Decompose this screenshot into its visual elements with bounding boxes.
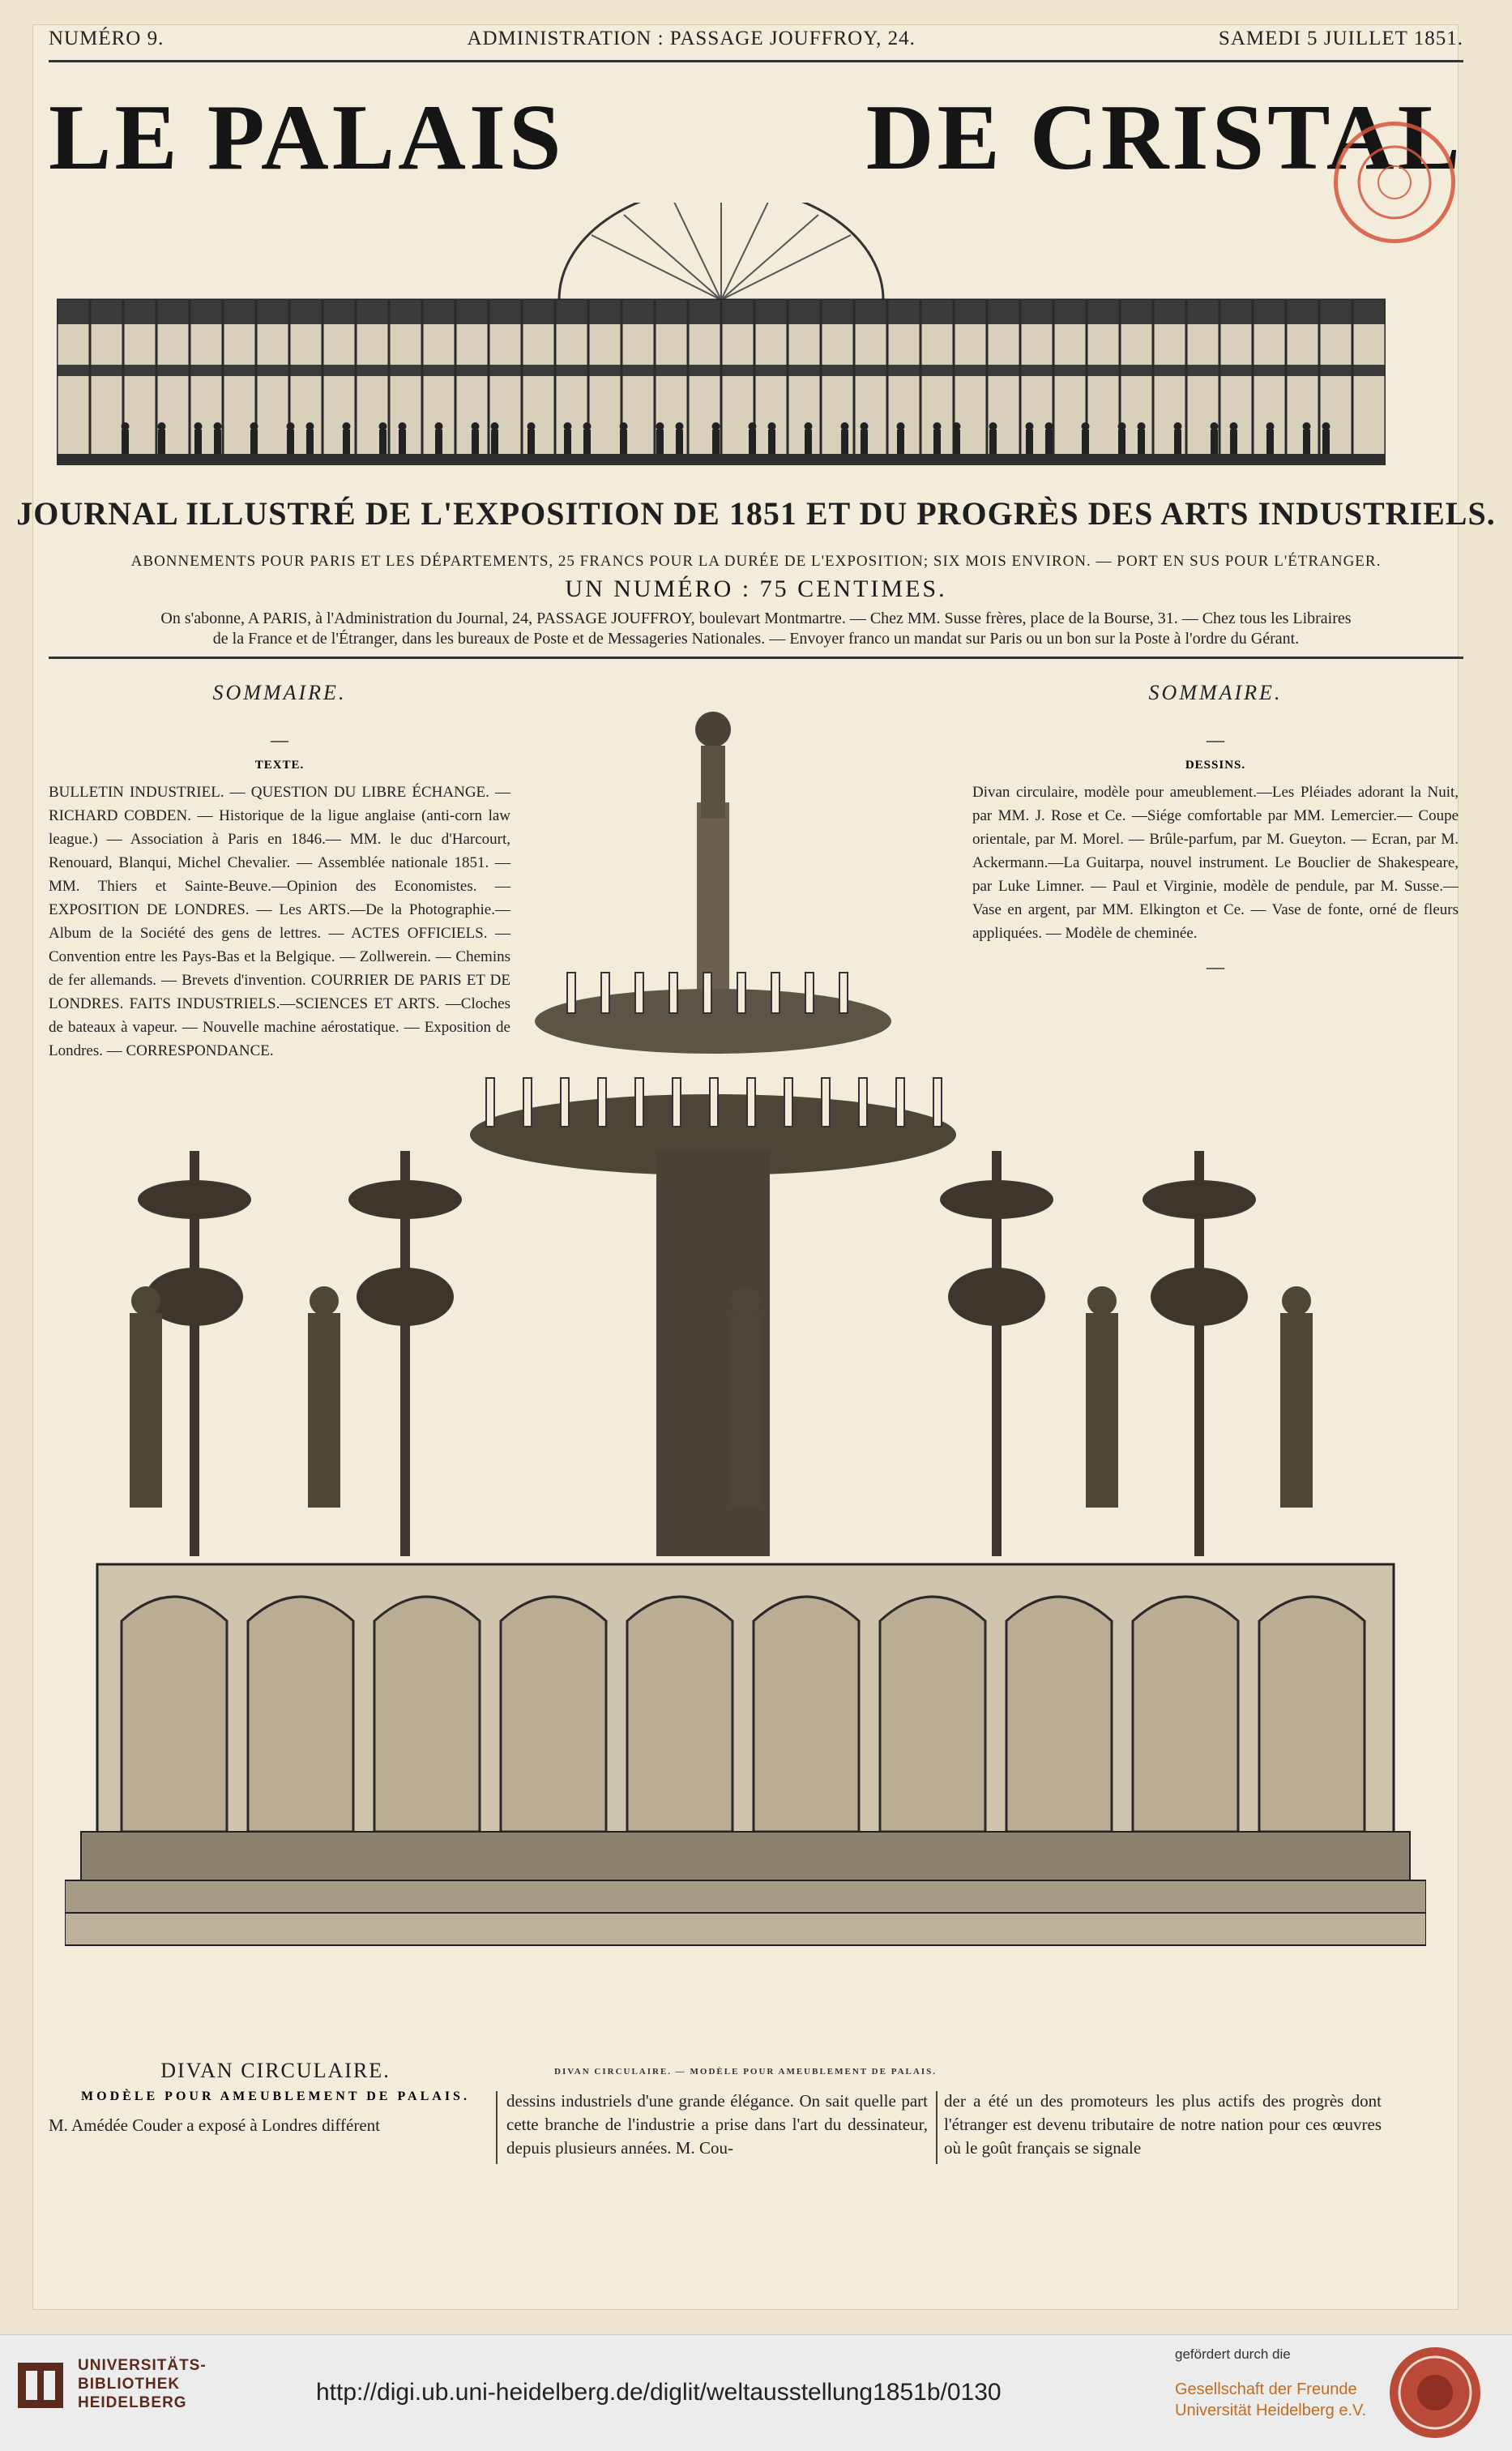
header-rule — [49, 60, 1463, 62]
visitor-head — [1138, 422, 1146, 430]
visitor-figure — [435, 430, 442, 454]
sommaire-title: SOMMAIRE. — [1148, 681, 1283, 704]
statue-head — [1087, 1286, 1117, 1315]
visitor-head — [1266, 422, 1275, 430]
masthead — [49, 85, 1463, 190]
issue-price: UN NUMÉRO : 75 CENTIMES. — [565, 575, 947, 602]
visitor-figure — [343, 430, 350, 454]
candle — [771, 973, 779, 1013]
visitor-head — [620, 422, 628, 430]
sommaire-section-texte: TEXTE. — [254, 759, 305, 772]
uni-line-2: BIBLIOTHEK — [78, 2376, 181, 2393]
divan-panel — [374, 1597, 480, 1832]
article-text-3: der a été un des promoteurs les plus actifs des progrès dont l'étranger est devenu tributaire de notre nation pour ces œuvres où le goût français se signale — [944, 2091, 1382, 2158]
visitor-figure — [491, 430, 498, 454]
digitization-footer — [0, 2334, 1512, 2451]
visitor-figure — [472, 430, 479, 454]
candle — [805, 973, 814, 1013]
sommaire-dash: — — [271, 729, 288, 750]
visitor-figure — [1211, 430, 1218, 454]
divan-panel — [501, 1597, 606, 1832]
visitor-head — [953, 422, 961, 430]
visitor-head — [676, 422, 684, 430]
visitor-figure — [583, 430, 591, 454]
visitor-figure — [1266, 430, 1274, 454]
column-divider — [936, 2091, 938, 2164]
visitor-head — [472, 422, 480, 430]
sommaire-section-dessins: DESSINS. — [1185, 759, 1246, 772]
visitor-head — [989, 422, 997, 430]
sommaire-dessins-body: Divan circulaire, modèle pour ameublement.—Les Pléiades adorant la Nuit, par MM. J. Rose et Ce. —Siége comfortable par MM. Lemercier.— Coupe orientale, par M. Morel. — Brûle-parfum, par M. Gueyton. — Ecran, par M. Ackermann.—La Guitarpa, nouvel instrument. Le Bouclier de Shakespeare, par Luke Limner. — Paul et Virginie, modèle de pendule, par M. Susse.—Vase en argent, par MM. Elkington et Ce. — Vase de fonte, orné de fleurs appliquées. — Modèle de cheminée. — [972, 784, 1459, 942]
university-library-logo — [15, 2359, 66, 2411]
visitor-head — [749, 422, 757, 430]
visitor-head — [933, 422, 942, 430]
visitor-head — [527, 422, 536, 430]
visitor-head — [656, 422, 664, 430]
visitor-figure — [656, 430, 664, 454]
candle — [486, 1078, 494, 1127]
university-library-name — [78, 2356, 207, 2412]
funder-line-1: Gesellschaft der Freunde — [1175, 2380, 1357, 2398]
candle — [703, 973, 711, 1013]
funded-by-label: gefördert durch die — [1175, 2346, 1291, 2362]
candle — [635, 1078, 643, 1127]
visitor-figure — [1230, 430, 1237, 454]
candle — [598, 1078, 606, 1127]
candelabrum-branch — [1143, 1180, 1256, 1219]
funder-line-2: Universität Heidelberg e.V. — [1175, 2402, 1367, 2419]
visitor-figure — [379, 430, 387, 454]
visitor-figure — [953, 430, 960, 454]
visitor-head — [306, 422, 314, 430]
visitor-head — [1211, 422, 1219, 430]
visitor-head — [768, 422, 776, 430]
candle — [561, 1078, 569, 1127]
visitor-figure — [989, 430, 997, 454]
issue-date: SAMEDI 5 JUILLET 1851. — [1218, 28, 1463, 49]
divan-panel — [1259, 1597, 1365, 1832]
visitor-figure — [287, 430, 294, 454]
funder-name — [1175, 2379, 1366, 2421]
section-rule — [49, 657, 1463, 659]
visitor-head — [1230, 422, 1238, 430]
visitor-figure — [805, 430, 812, 454]
statue-body — [729, 1313, 762, 1508]
visitor-head — [583, 422, 592, 430]
visitor-figure — [564, 430, 571, 454]
flower-basket — [1151, 1268, 1248, 1326]
visitor-figure — [1118, 430, 1125, 454]
visitor-head — [805, 422, 813, 430]
visitor-head — [399, 422, 407, 430]
candle — [601, 973, 609, 1013]
visitor-figure — [1303, 430, 1310, 454]
visitor-figure — [194, 430, 202, 454]
visitor-head — [194, 422, 203, 430]
header-line — [49, 23, 1463, 55]
candelabrum-branch — [138, 1180, 251, 1219]
article-text-1: M. Amédée Couder a exposé à Londres différent — [49, 2115, 380, 2135]
candle — [896, 1078, 904, 1127]
visitor-figure — [1045, 430, 1053, 454]
candle — [673, 1078, 681, 1127]
article-subtitle: MODÈLE POUR AMEUBLEMENT DE PALAIS. — [81, 2090, 470, 2103]
masthead-right: DE CRISTAL — [865, 85, 1463, 190]
visitor-head — [841, 422, 849, 430]
candle — [933, 1078, 942, 1127]
candle — [859, 1078, 867, 1127]
candle — [523, 1078, 532, 1127]
statue-head — [131, 1286, 160, 1315]
visitor-head — [897, 422, 905, 430]
visitor-figure — [1174, 430, 1181, 454]
visitor-head — [379, 422, 387, 430]
subscription-info-2: de la France et de l'Étranger, dans les bureaux de Poste et de Messageries Nationales. — Envoyer franco un mandat sur Paris ou un bon sur la Poste à l'ordre du Gérant. — [212, 630, 1300, 648]
visitor-figure — [861, 430, 868, 454]
visitor-figure — [933, 430, 941, 454]
visitor-figure — [749, 430, 756, 454]
candle — [710, 1078, 718, 1127]
visitor-head — [1174, 422, 1182, 430]
visitor-head — [1082, 422, 1090, 430]
administration-address: ADMINISTRATION : PASSAGE JOUFFROY, 24. — [467, 28, 916, 49]
masthead-left: LE PALAIS — [49, 85, 565, 190]
visitor-head — [564, 422, 572, 430]
visitor-figure — [306, 430, 314, 454]
divan-panel — [1133, 1597, 1238, 1832]
visitor-figure — [676, 430, 683, 454]
visitor-head — [435, 422, 443, 430]
candle — [822, 1078, 830, 1127]
visitor-figure — [527, 430, 535, 454]
visitor-figure — [841, 430, 848, 454]
visitor-head — [1045, 422, 1053, 430]
statue-body — [308, 1313, 340, 1508]
divan-panel — [1006, 1597, 1112, 1832]
flower-basket — [357, 1268, 454, 1326]
issue-number: NUMÉRO 9. — [49, 28, 164, 49]
divan-panel — [754, 1597, 859, 1832]
candelabrum-branch — [348, 1180, 462, 1219]
visitor-head — [1303, 422, 1311, 430]
article-column-1 — [49, 2059, 502, 2136]
sommaire-texte-body: BULLETIN INDUSTRIEL. — QUESTION DU LIBRE ÉCHANGE. — RICHARD COBDEN. — Historique de la ligue anglaise (anti-corn law league.) — Association à Paris en 1846.— MM. le duc d'Harcourt, Renouard, Blanqui, Michel Chevalier. — Assemblée nationale 1851. — MM. Thiers et Sainte-Beuve.—Opinion des Economistes. — EXPOSITION DE LONDRES. — Les ARTS.—De la Photographie.—Album de la Société des gens de lettres. — ACTES OFFICIELS. — Convention entre les Pays-Bas et la Belgique. — Zollwerein. — Chemins de fer allemands. — Brevets d'invention. COURRIER DE PARIS ET DE LONDRES. FAITS INDUSTRIELS.—SCIENCES ET ARTS. —Cloches de bateaux à vapeur. — Nouvelle machine aérostatique. — Exposition de Londres. — CORRESPONDANCE. — [49, 784, 510, 1059]
visitor-figure — [897, 430, 904, 454]
visitor-head — [343, 422, 351, 430]
visitor-figure — [250, 430, 258, 454]
candle — [567, 973, 575, 1013]
visitor-head — [158, 422, 166, 430]
subscription-rates: ABONNEMENTS POUR PARIS ET LES DÉPARTEMENTS, 25 FRANCS POUR LA DURÉE DE L'EXPOSITION; SIX MOIS ENVIRON. — PORT EN SUS POUR L'ÉTRANGER. — [130, 553, 1382, 570]
sommaire-end-dash: — — [1207, 956, 1224, 977]
visitor-head — [1026, 422, 1034, 430]
crystal-palace-illustration — [57, 203, 1386, 470]
visitor-head — [491, 422, 499, 430]
subscription-info-1: On s'abonne, A PARIS, à l'Administration du Journal, 24, PASSAGE JOUFFROY, boulevart Montmartre. — Chez MM. Susse frères, place de la Bourse, 31. — Chez tous les Libraires — [160, 610, 1352, 627]
candle — [635, 973, 643, 1013]
divan-panel — [627, 1597, 733, 1832]
visitor-head — [287, 422, 295, 430]
visitor-head — [250, 422, 258, 430]
candelabrum-branch — [940, 1180, 1053, 1219]
university-seal — [1387, 2345, 1483, 2440]
statue-body — [1280, 1313, 1313, 1508]
candle — [737, 973, 745, 1013]
permalink-url[interactable]: http://digi.ub.uni-heidelberg.de/diglit/weltausstellung1851b/0130 — [316, 2379, 1002, 2406]
visitor-head — [1118, 422, 1126, 430]
visitor-head — [712, 422, 720, 430]
visitor-figure — [1082, 430, 1089, 454]
visitor-head — [861, 422, 869, 430]
visitor-figure — [158, 430, 165, 454]
sommaire-title: SOMMAIRE. — [212, 681, 347, 704]
candle — [669, 973, 677, 1013]
statue-head — [310, 1286, 339, 1315]
divan-circulaire-engraving — [65, 697, 1426, 2067]
statue-head — [1282, 1286, 1311, 1315]
visitor-head — [122, 422, 130, 430]
statue-head — [731, 1286, 760, 1315]
visitor-head — [214, 422, 222, 430]
candle — [784, 1078, 792, 1127]
statue-body — [1086, 1313, 1118, 1508]
article-title: DIVAN CIRCULAIRE. — [160, 2059, 391, 2082]
visitor-figure — [768, 430, 775, 454]
flower-basket — [948, 1268, 1045, 1326]
uni-line-3: HEIDELBERG — [78, 2394, 187, 2411]
divan-panel — [122, 1597, 227, 1832]
visitor-figure — [1138, 430, 1145, 454]
candle — [839, 973, 848, 1013]
article-text-2: dessins industriels d'une grande élégance. On sait quelle part cette branche de l'industrie a prise dans l'art du dessinateur, depuis plusieurs années. M. Cou- — [506, 2091, 928, 2158]
visitor-figure — [399, 430, 406, 454]
visitor-figure — [1026, 430, 1033, 454]
visitor-head — [1322, 422, 1330, 430]
candle — [747, 1078, 755, 1127]
journal-subtitle: JOURNAL ILLUSTRÉ DE L'EXPOSITION DE 1851 ET DU PROGRÈS DES ARTS INDUSTRIELS. — [16, 495, 1496, 532]
sommaire-dash: — — [1207, 729, 1224, 750]
visitor-figure — [122, 430, 129, 454]
statue-body — [130, 1313, 162, 1508]
uni-line-1: UNIVERSITÄTS- — [78, 2357, 207, 2374]
visitor-figure — [1322, 430, 1330, 454]
column-divider — [496, 2091, 498, 2164]
engraving-caption: DIVAN CIRCULAIRE. — MODÈLE POUR AMEUBLEMENT DE PALAIS. — [554, 2067, 937, 2077]
divan-panel — [248, 1597, 353, 1832]
divan-panel — [880, 1597, 985, 1832]
visitor-figure — [712, 430, 720, 454]
visitor-figure — [214, 430, 221, 454]
visitor-figure — [620, 430, 627, 454]
